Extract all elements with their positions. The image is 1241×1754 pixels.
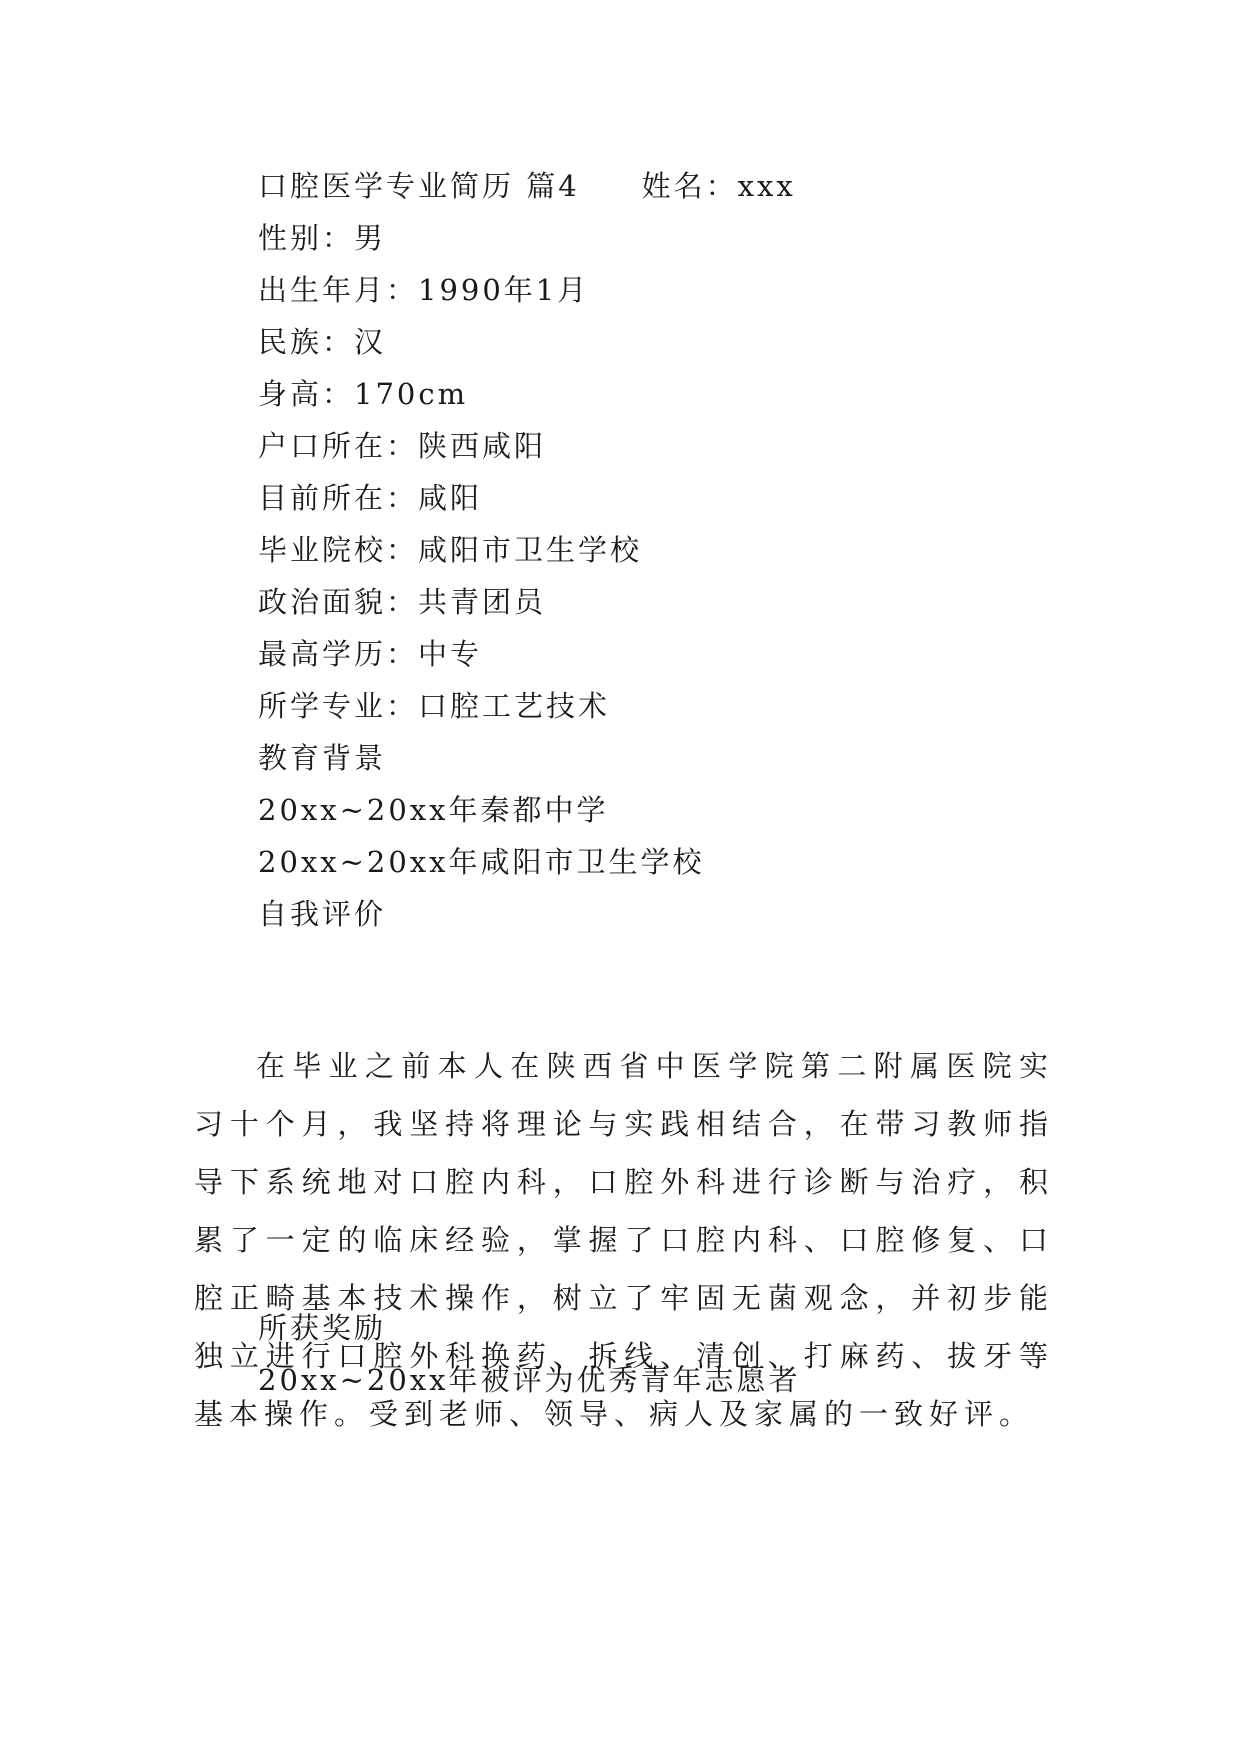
birth-field: 出生年月：1990年1月 — [258, 273, 590, 307]
education-item: 20xx~20xx年咸阳市卫生学校 — [258, 845, 705, 879]
height-field: 身高：170cm — [258, 377, 469, 411]
document-title: 口腔医学专业简历 篇4 — [258, 169, 580, 203]
title-row — [258, 166, 796, 206]
ethnicity-field: 民族：汉 — [258, 325, 387, 359]
major-field: 所学专业：口腔工艺技术 — [258, 689, 611, 723]
name-field: 姓名：xxx — [641, 169, 796, 203]
award-item: 20xx~20xx年被评为优秀青年志愿者 — [258, 1363, 801, 1397]
self-evaluation-heading: 自我评价 — [258, 897, 387, 931]
education-level-field: 最高学历：中专 — [258, 637, 483, 671]
political-status-field: 政治面貌：共青团员 — [258, 585, 547, 619]
school-field: 毕业院校：咸阳市卫生学校 — [258, 533, 643, 567]
gender-field: 性别：男 — [258, 221, 387, 255]
hukou-field: 户口所在：陕西咸阳 — [258, 429, 547, 463]
education-heading: 教育背景 — [258, 741, 387, 775]
education-item: 20xx~20xx年秦都中学 — [258, 793, 609, 827]
self-evaluation-paragraph: 在毕业之前本人在陕西省中医学院第二附属医院实习十个月，我坚持将理论与实践相结合，在带习教师指导下系统地对口腔内科，口腔外科进行诊断与治疗，积累了一定的临床经验，掌握了口腔内科、口腔修复、口腔正畸基本技术操作，树立了牢固无菌观念，并初步能独立进行口腔外科换药、拆线、清创、打麻药、拔牙等基本操作。受到老师、领导、病人及家属的一致好评。 — [194, 1049, 1054, 1431]
current-location-field: 目前所在：咸阳 — [258, 481, 483, 515]
awards-heading: 所获奖励 — [258, 1311, 387, 1345]
